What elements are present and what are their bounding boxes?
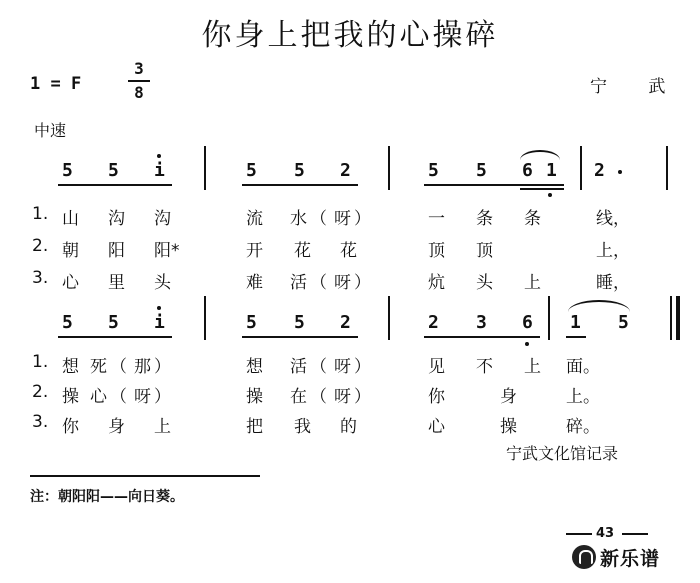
augmentation-dot [618,170,622,174]
lyric: （ [310,273,327,293]
time-signature [126,60,152,102]
note: 6 [522,160,533,181]
lyric: 沟 [154,209,171,229]
note: 5 [246,160,257,181]
high-octave-dot [157,306,161,310]
lyric: 那 [134,357,151,377]
meter-bar [128,80,150,82]
eighth-beam [424,184,564,186]
verse-number: 1. [32,352,49,372]
note: 6 [522,312,533,333]
lyric: 我 [294,417,311,437]
lyric: （ [310,387,327,407]
lyric: （ [310,357,327,377]
lyric: 头 [154,273,171,293]
transcription-credit: 宁武文化馆记录 [506,444,619,463]
watermark-text: 新乐谱 [600,547,661,570]
note: 2 [594,160,605,181]
note: 2 [428,312,439,333]
note: i [154,160,165,181]
verse-number: 3. [32,412,49,432]
final-barline-thick [676,296,680,340]
lyric: 顶 [476,241,493,261]
lyric: 活 [290,273,307,293]
slur [520,150,560,160]
note: 5 [294,312,305,333]
lyric: ） [354,387,371,407]
lyric: 不 [476,357,493,377]
barline [580,146,582,190]
eighth-beam [58,336,172,338]
sixteenth-beam [520,188,564,190]
note: 5 [618,312,629,333]
lyric: 身 [500,387,517,407]
note: 1 [570,312,581,333]
lyric: 线， [596,209,630,229]
lyric: 碎。 [566,417,600,437]
lyric: 沟 [108,209,125,229]
lyric: 条 [524,209,541,229]
eighth-beam [58,184,172,186]
lyric: 呀 [334,209,351,229]
lyric: 水 [290,209,307,229]
eighth-beam [566,336,586,338]
eighth-beam [242,336,358,338]
lyric: 头 [476,273,493,293]
lyric: 心 [428,417,445,437]
key-signature: 1 = F [30,74,82,94]
note: 5 [108,160,119,181]
slur [568,300,630,312]
lyric: 心 [90,387,107,407]
meter-top: 3 [134,59,144,78]
lyric: 身 [108,417,125,437]
page-title: 你身上把我的心操碎 [201,18,499,53]
lyric: 阳 [108,241,125,261]
lyric: 你 [62,417,79,437]
lyric: 见 [428,357,445,377]
note: 2 [340,312,351,333]
lyric: ） [354,209,371,229]
lyric: ） [154,387,171,407]
lyric: 难 [246,273,263,293]
lyric: 上 [524,357,541,377]
note: 3 [476,312,487,333]
barline [388,296,390,340]
lyric: 想 [62,357,79,377]
eighth-beam [242,184,358,186]
lyric: （ [110,357,127,377]
lyric: 花 [294,241,311,261]
lyric: 操 [500,417,517,437]
page-number-rule-right [622,533,648,535]
verse-number: 3. [32,268,49,288]
note: 5 [62,312,73,333]
lyric: ） [354,357,371,377]
barline [666,146,668,190]
lyric: 你 [428,387,445,407]
verse-number: 1. [32,204,49,224]
lyric: 在 [290,387,307,407]
lyric: 山 [62,209,79,229]
verse-number: 2. [32,236,49,256]
page-number: 43 [596,526,615,541]
footnote: 注：朝阳阳——向日葵。 [30,489,184,505]
note: 5 [62,160,73,181]
lyric: 操 [246,387,263,407]
lyric: 上， [596,241,630,261]
eighth-beam [424,336,540,338]
barline [548,296,550,340]
lyric: 朝 [62,241,79,261]
lyric: 流 [246,209,263,229]
lyric: 死 [90,357,107,377]
note: i [154,312,165,333]
lyric: 睡， [596,273,630,293]
lyric: 心 [62,273,79,293]
note: 5 [476,160,487,181]
lyric: 面。 [566,357,600,377]
footnote-rule [30,475,260,477]
lyric: 阳* [154,241,180,261]
lyric: 的 [340,417,357,437]
lyric: ） [354,273,371,293]
verse-number: 2. [32,382,49,402]
lyric: （ [310,209,327,229]
lyric: 一 [428,209,445,229]
barline [204,296,206,340]
watermark-logo [572,544,660,570]
lyric: 条 [476,209,493,229]
high-octave-dot [157,154,161,158]
composer: 宁 武 [590,77,684,97]
music-note-icon [572,545,596,569]
lyric: 想 [246,357,263,377]
lyric: 呀 [334,357,351,377]
lyric: 上 [524,273,541,293]
lyric: 把 [246,417,263,437]
lyric: 开 [246,241,263,261]
final-barline-thin [670,296,672,340]
lyric: 呀 [134,387,151,407]
lyric: 上。 [566,387,600,407]
page-number-rule-left [566,533,592,535]
note: 5 [108,312,119,333]
lyric: （ [110,387,127,407]
low-octave-dot [548,193,552,197]
lyric: 花 [340,241,357,261]
note: 1 [546,160,557,181]
note: 5 [294,160,305,181]
low-octave-dot [525,342,529,346]
note: 5 [246,312,257,333]
lyric: 活 [290,357,307,377]
lyric: 顶 [428,241,445,261]
lyric: 呀 [334,387,351,407]
lyric: 炕 [428,273,445,293]
tempo-marking: 中速 [34,121,67,140]
barline [388,146,390,190]
lyric: 操 [62,387,79,407]
barline [204,146,206,190]
meter-bottom: 8 [134,83,144,102]
note: 2 [340,160,351,181]
lyric: 里 [108,273,125,293]
lyric: ） [154,357,171,377]
lyric: 呀 [334,273,351,293]
lyric: 上 [154,417,171,437]
note: 5 [428,160,439,181]
